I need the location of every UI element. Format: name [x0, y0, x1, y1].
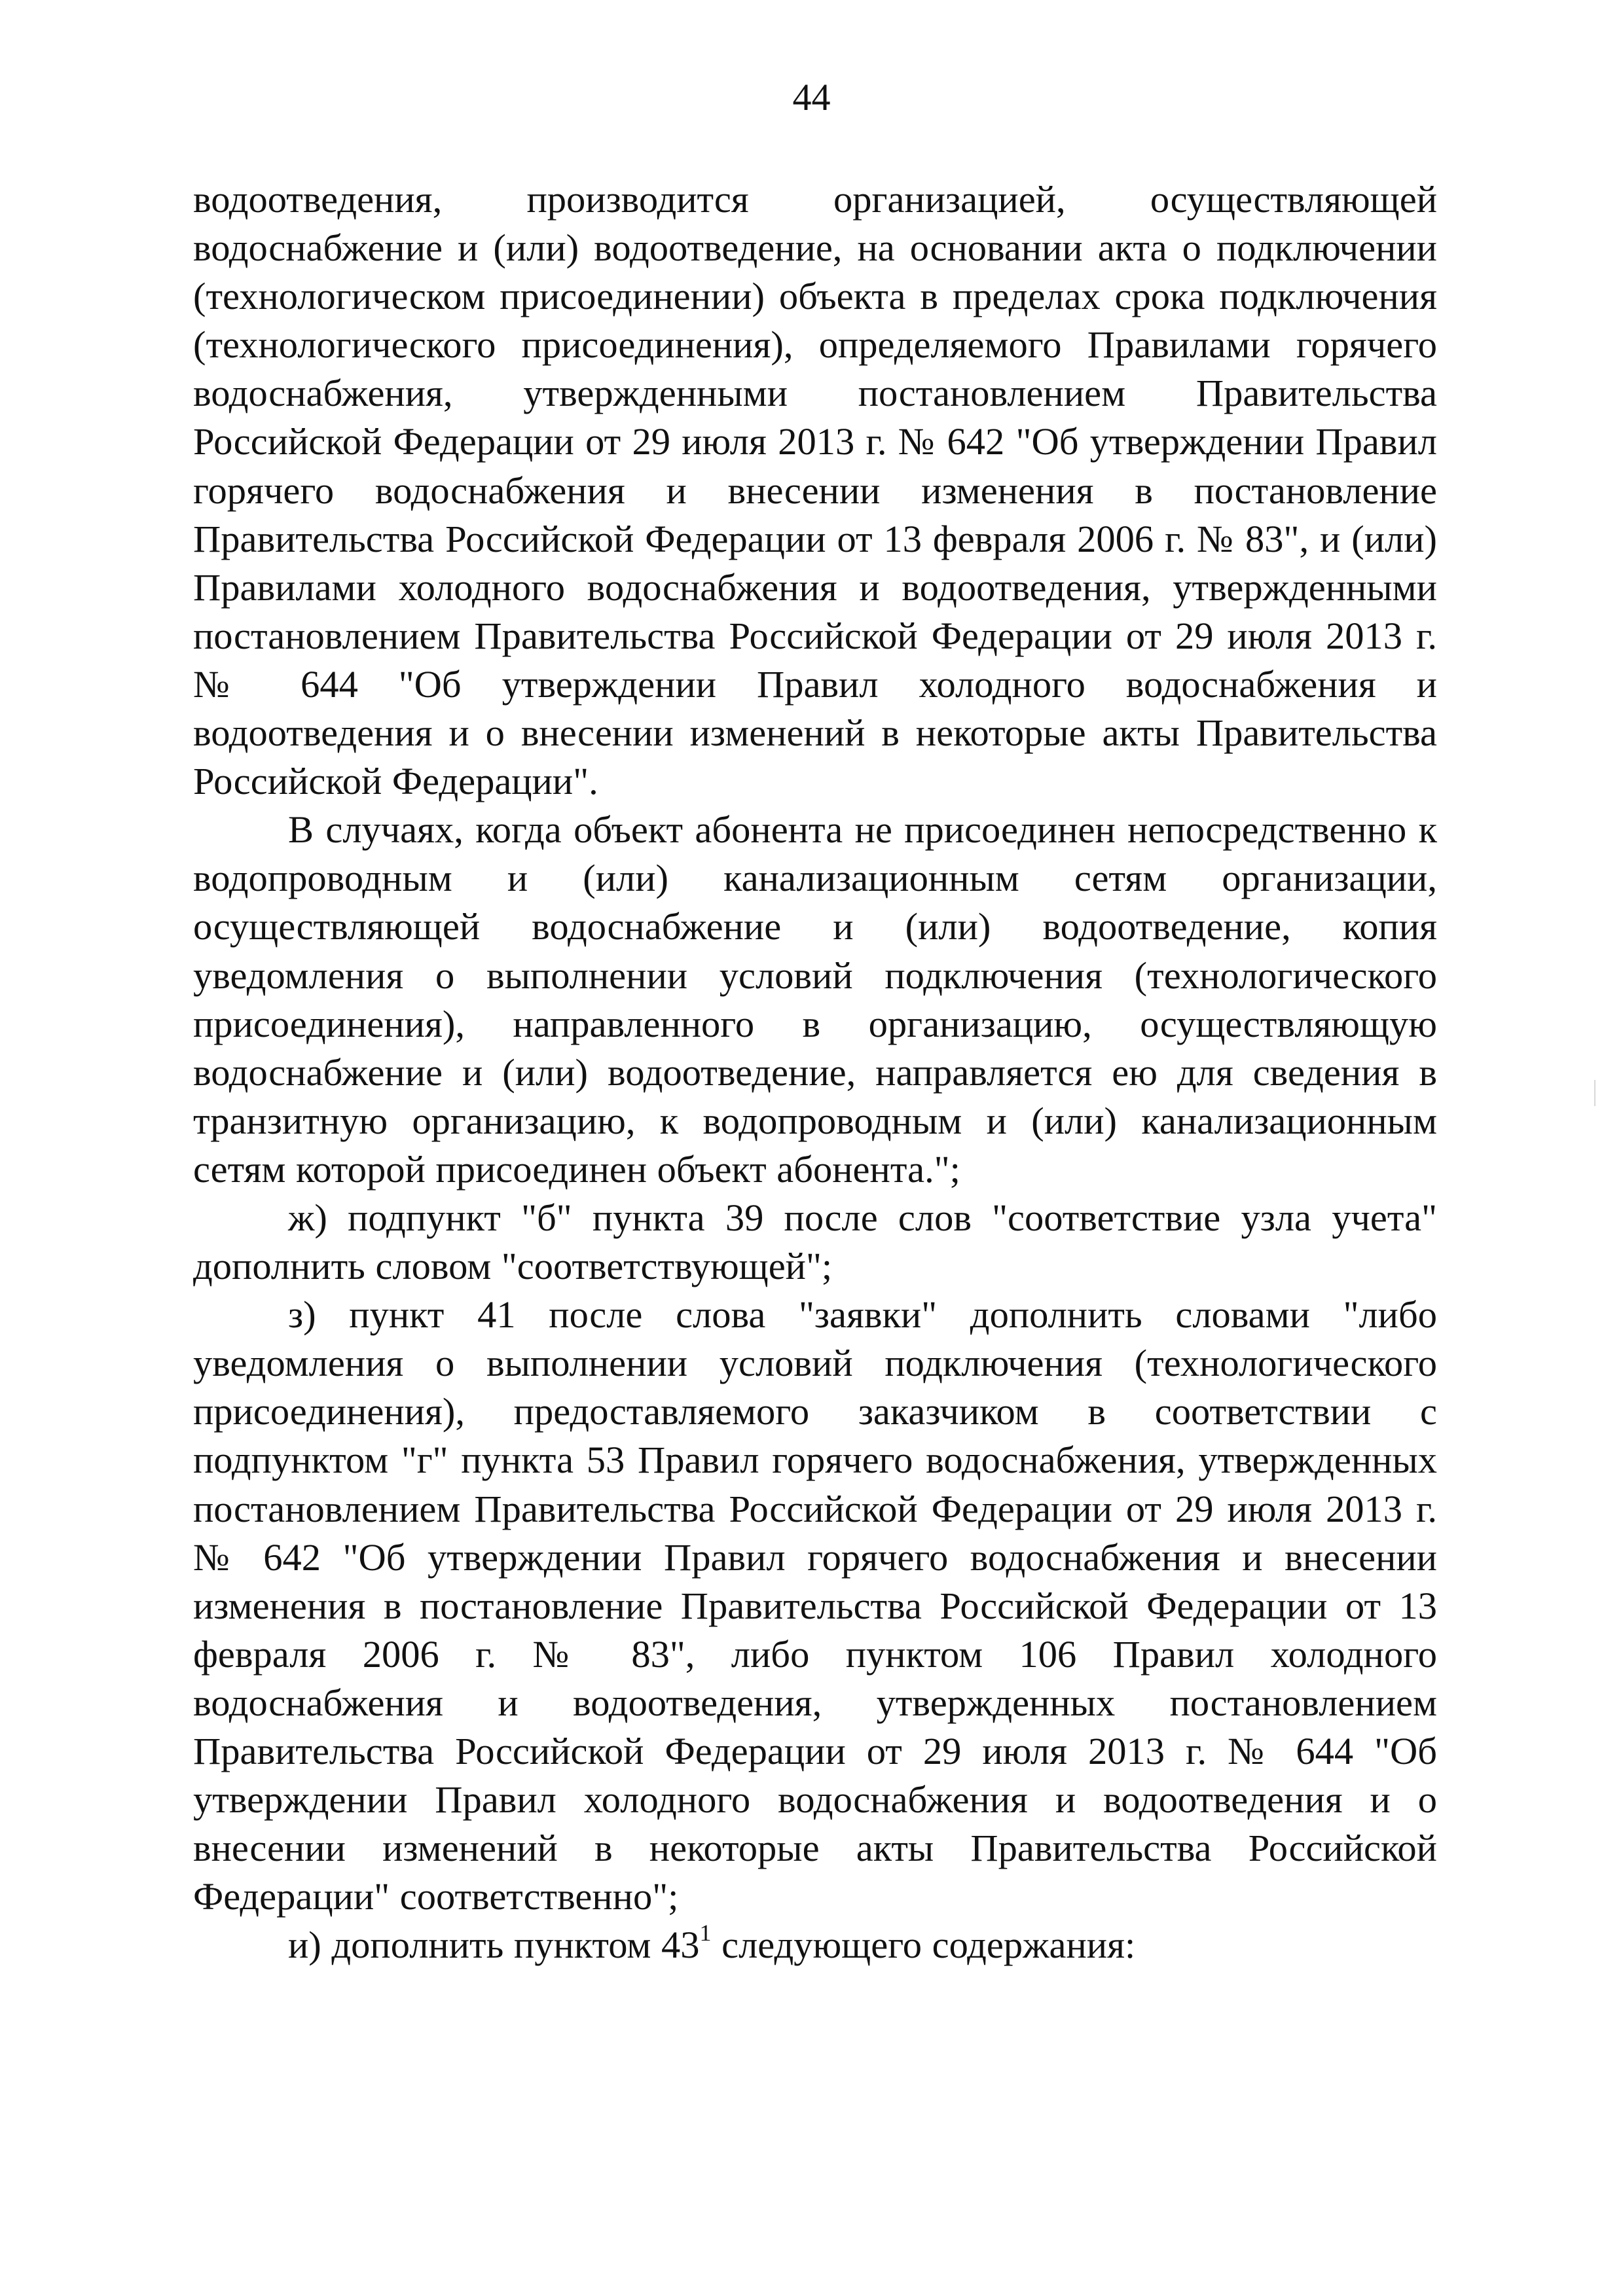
paragraph-item-i [193, 1921, 1437, 1969]
paragraph-continuation: водоотведения, производится организацией, осуществляющей водоснабжение и (или) водоотведение, на основании акта о подключении (технологическом присоединении) объекта в пределах срока подключения (технологического присоединения), определяемого Правилами горячего водоснабжения, утвержденными постановлением Правительства Российской Федерации от 29 июля 2013 г. № 642 "Об утверждении Правил горячего водоснабжения и внесении изменения в постановление Правительства Российской Федерации от 13 февраля 2006 г. № 83", и (или) Правилами холодного водоснабжения и водоотведения, утвержденными постановлением Правительства Российской Федерации от 29 июля 2013 г. № 644 "Об утверждении Правил холодного водоснабжения и водоотведения и о внесении изменений в некоторые акты Правительства Российской Федерации". [193, 178, 1437, 803]
item-i-suffix: следующего содержания: [711, 1924, 1136, 1967]
paragraph-item-z: з) пункт 41 после слова "заявки" дополнить словами "либо уведомления о выполнении условий подключения (технологического присоединения), предоставляемого заказчиком в соответствии с подпунктом "г" пункта 53 Правил горячего водоснабжения, утвержденных постановлением Правительства Российской Федерации от 29 июля 2013 г. № 642 "Об утверждении Правил горячего водоснабжения и внесении изменения в постановление Правительства Российской Федерации от 13 февраля 2006 г. № 83", либо пунктом 106 Правил холодного водоснабжения и водоотведения, утвержденных постановлением Правительства Российской Федерации от 29 июля 2013 г. № 644 "Об утверждении Правил холодного водоснабжения и водоотведения и о внесении изменений в некоторые акты Правительства Российской Федерации" соответственно"; [193, 1293, 1437, 1918]
paragraph-transit-organization: В случаях, когда объект абонента не присоединен непосредственно к водопроводным и (или) канализационным сетям организации, осуществляющей водоснабжение и (или) водоотведение, копия уведомления о выполнении условий подключения (технологического присоединения), направленного в организацию, осуществляющую водоснабжение и (или) водоотведение, направляется ею для сведения в транзитную организацию, к водопроводным и (или) канализационным сетям которой присоединен объект абонента."; [193, 808, 1437, 1191]
document-body [193, 175, 1437, 1969]
item-i-prefix: и) дополнить пунктом 43 [288, 1924, 700, 1967]
scan-artifact [1594, 1080, 1596, 1106]
item-i-superscript: 1 [699, 1920, 712, 1946]
paragraph-item-zh: ж) подпункт "б" пункта 39 после слов "соответствие узла учета" дополнить словом "соответствующей"; [193, 1196, 1437, 1288]
page-number: 44 [792, 76, 831, 118]
